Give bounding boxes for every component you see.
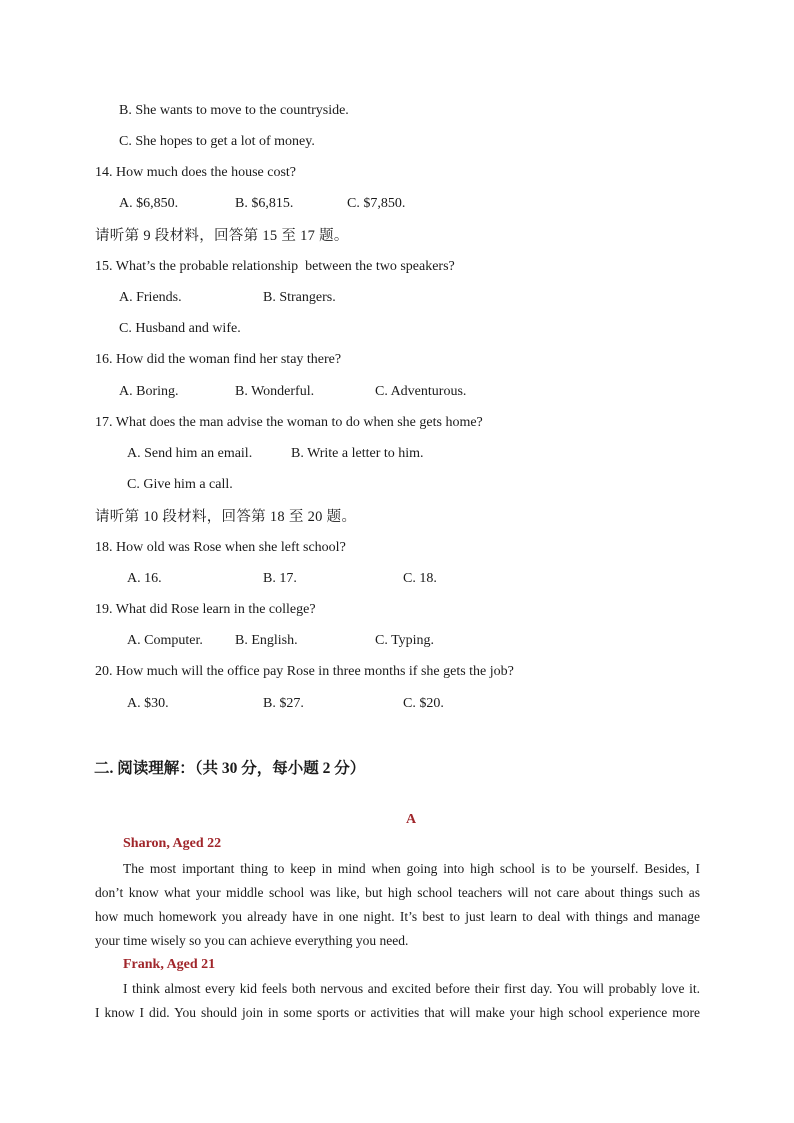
frank-paragraph-line: I think almost every kid feels both nervous and excited before their first day. You will probably love it. bbox=[123, 981, 700, 996]
q19-option-b: B. English. bbox=[235, 633, 298, 648]
passage-label: A bbox=[405, 812, 417, 827]
q17-option-a: A. Send him an email. bbox=[127, 446, 253, 461]
q16-option-a: A. Boring. bbox=[119, 384, 179, 399]
q18-option-b: B. 17. bbox=[263, 571, 297, 586]
q15-question: 15. What’s the probable relationship between the two speakers? bbox=[95, 259, 455, 274]
sharon-paragraph-line: don’t know what your middle school was like, but high school teachers will not care about things such as bbox=[95, 885, 700, 900]
q19-option-c: C. Typing. bbox=[375, 633, 435, 648]
q15-option-c: C. Husband and wife. bbox=[119, 321, 241, 336]
q13-option-c: C. She hopes to get a lot of money. bbox=[119, 134, 315, 149]
q13-option-b: B. She wants to move to the countryside. bbox=[119, 103, 349, 118]
author-sharon: Sharon, Aged 22 bbox=[123, 836, 222, 851]
q14-option-a: A. $6,850. bbox=[119, 196, 179, 211]
listening-instruction-10: 请听第 10 段材料，回答第 18 至 20 题。 bbox=[95, 509, 357, 525]
sharon-paragraph-line: your time wisely so you can achieve everything you need. bbox=[95, 933, 409, 948]
frank-paragraph-line: I know I did. You should join in some sports or activities that will make your high school experience more bbox=[95, 1005, 700, 1020]
q16-option-c: C. Adventurous. bbox=[375, 384, 467, 399]
author-frank: Frank, Aged 21 bbox=[123, 957, 216, 972]
q17-option-b: B. Write a letter to him. bbox=[291, 446, 424, 461]
q15-option-a: A. Friends. bbox=[119, 290, 182, 305]
q15-option-b: B. Strangers. bbox=[263, 290, 336, 305]
q17-option-c: C. Give him a call. bbox=[127, 477, 233, 492]
q20-question: 20. How much will the office pay Rose in three months if she gets the job? bbox=[95, 664, 514, 679]
q18-option-c: C. 18. bbox=[403, 571, 437, 586]
q17-question: 17. What does the man advise the woman to do when she gets home? bbox=[95, 415, 483, 430]
q19-option-a: A. Computer. bbox=[127, 633, 203, 648]
q20-option-a: A. $30. bbox=[127, 696, 169, 711]
listening-instruction-9: 请听第 9 段材料，回答第 15 至 17 题。 bbox=[95, 228, 349, 244]
q14-option-b: B. $6,815. bbox=[235, 196, 294, 211]
q20-option-b: B. $27. bbox=[263, 696, 304, 711]
q16-option-b: B. Wonderful. bbox=[235, 384, 315, 399]
q14-question: 14. How much does the house cost? bbox=[95, 165, 297, 180]
sharon-paragraph-line: The most important thing to keep in mind when going into high school is to be yourself. Besides, I bbox=[123, 861, 700, 876]
q18-question: 18. How old was Rose when she left school? bbox=[95, 540, 346, 555]
sharon-paragraph-line: how much homework you already have in one night. It’s best to just learn to deal with things and manage bbox=[95, 909, 700, 924]
q20-option-c: C. $20. bbox=[403, 696, 444, 711]
section-title-reading: 二. 阅读理解：（共 30 分，每小题 2 分） bbox=[94, 760, 366, 777]
q16-question: 16. How did the woman find her stay there? bbox=[95, 352, 342, 367]
q19-question: 19. What did Rose learn in the college? bbox=[95, 602, 316, 617]
q18-option-a: A. 16. bbox=[127, 571, 162, 586]
q14-option-c: C. $7,850. bbox=[347, 196, 406, 211]
